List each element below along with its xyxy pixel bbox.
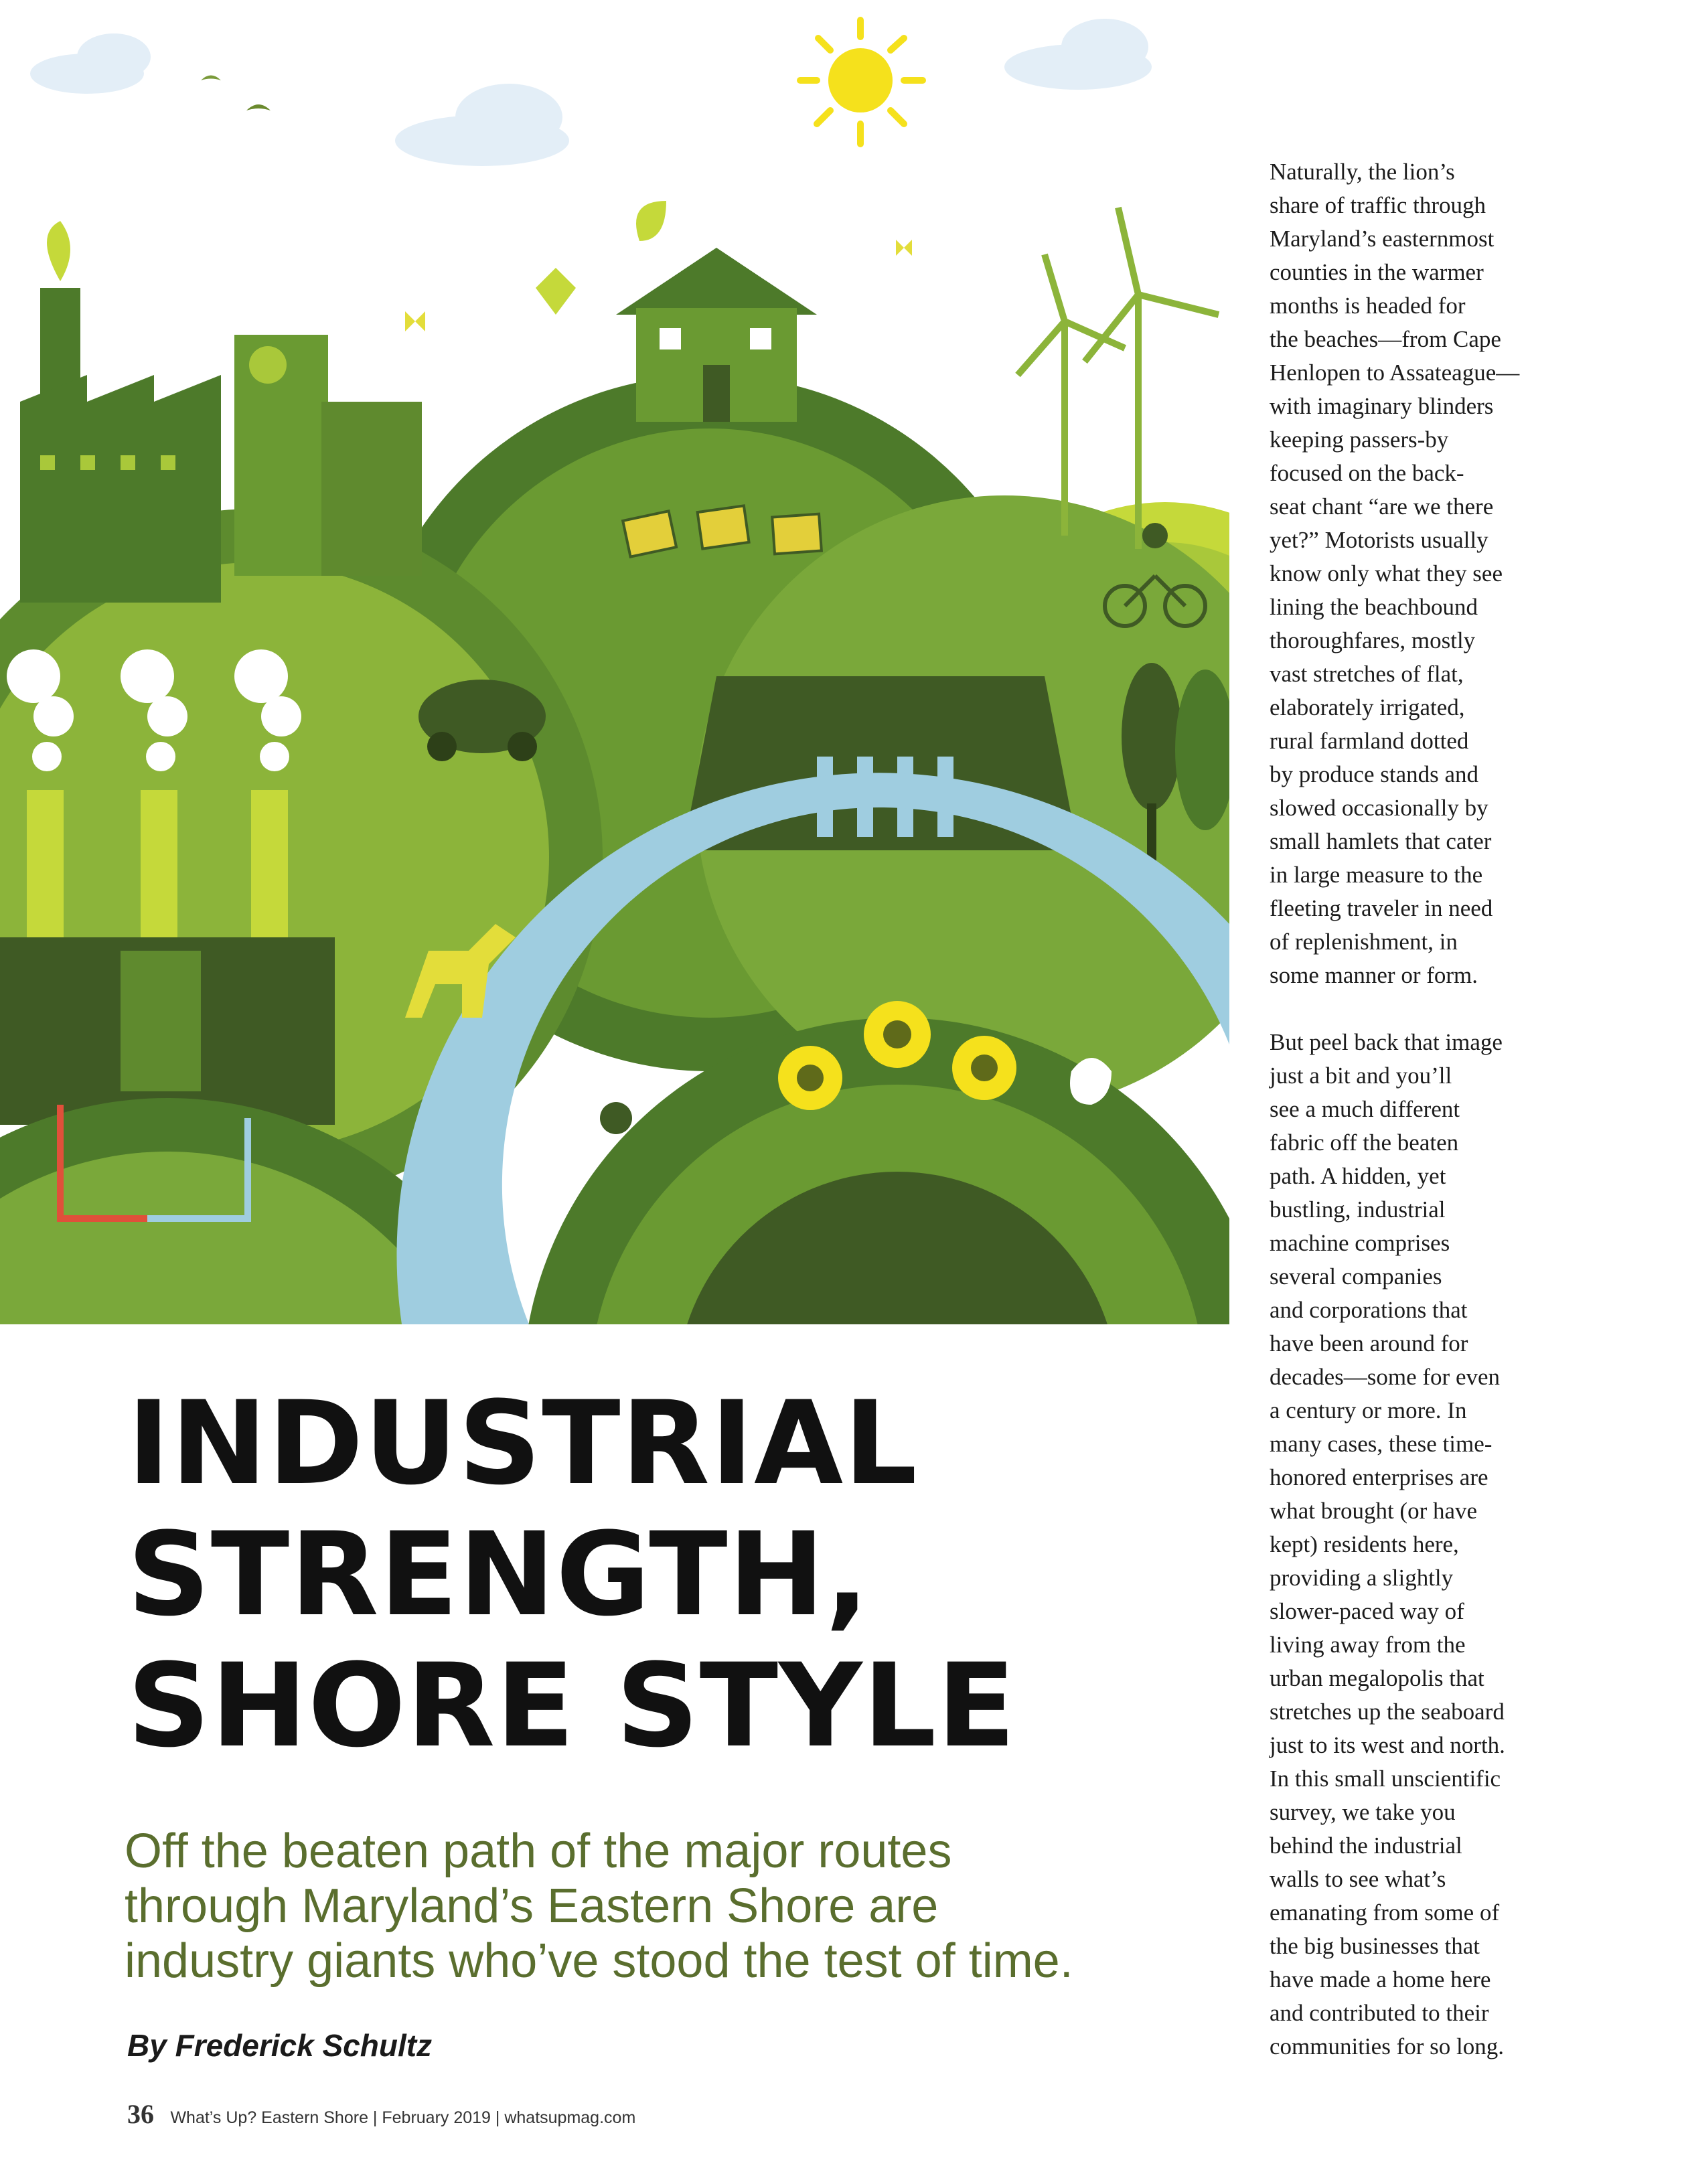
article-body xyxy=(1270,155,1564,2097)
squirrel-icon xyxy=(600,1102,632,1134)
publication-info: What’s Up? Eastern Shore | February 2019 | whatsupmag.com xyxy=(170,2108,636,2127)
kite-icon xyxy=(536,268,576,315)
body-paragraph-2: But peel back that image just a bit and you’ll see a much different fabric off the beaten path. A hidden, yet bustling, industrial machine comprises several companies and corporations that have been around for decades—some for even a century or more. In many cases, these time- honored enterprises are what brought (or have kept) residents here, providing a slightly slower-paced way of living away from the urban megalopolis that stretches up the seaboard just to its west and north. In this small unscientific survey, we take you behind the industrial walls to see what’s emanating from some of the big businesses that have made a home here and contributed to their communities for so long. xyxy=(1270,1029,1505,2059)
byline: By Frederick Schultz xyxy=(127,2028,433,2063)
house-icon xyxy=(616,248,817,422)
bird-icon xyxy=(246,104,271,110)
factory-icon xyxy=(20,288,422,603)
article-deck: Off the beaten path of the major routes through Maryland’s Eastern Shore are industry giants who’ve stood the test of time. xyxy=(125,1824,1073,1988)
cloud-icon xyxy=(1004,19,1152,90)
page-footer xyxy=(127,2098,635,2130)
cloud-icon xyxy=(30,33,151,94)
eco-industry-illustration xyxy=(0,0,1229,1324)
article-headline: INDUSTRIAL STRENGTH, SHORE STYLE xyxy=(127,1376,1016,1773)
butterfly-icon xyxy=(896,240,912,256)
bird-icon xyxy=(201,76,221,81)
leaf-icon xyxy=(47,221,70,281)
body-paragraph-1: Naturally, the lion’s share of traffic through Maryland’s easternmost counties in the warmer months is headed for the beaches—from Cape Henlopen to Assateague— with imaginary blinders keeping passers-by focused on the back- seat chant “are we there yet?” Motorists usually know only what they see lining the beachbound thoroughfares, mostly vast stretches of flat, elaborately irrigated, rural farmland dotted by produce stands and slowed occasionally by small hamlets that cater in large measure to the fleeting traveler in need of replenishment, in some manner or form. xyxy=(1270,159,1520,988)
cloud-icon xyxy=(395,84,569,166)
sun-icon xyxy=(800,20,923,144)
wind-turbine-icon xyxy=(1018,208,1219,549)
butterfly-icon xyxy=(405,311,425,331)
electric-car-icon xyxy=(418,680,546,761)
leaf-icon xyxy=(636,201,666,241)
smokestack-icon xyxy=(7,649,301,951)
page-number: 36 xyxy=(127,2099,154,2129)
